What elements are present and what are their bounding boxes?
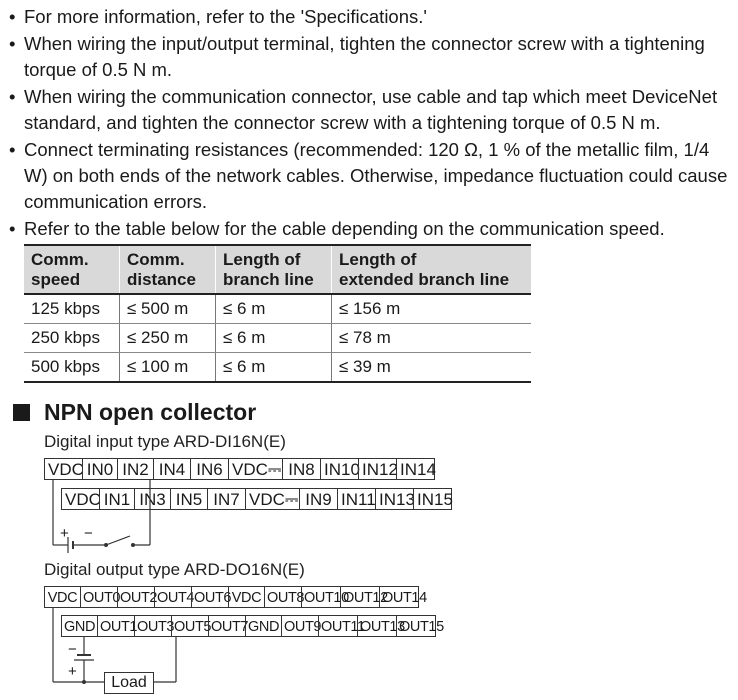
header-line: Length of [339,250,417,269]
terminal: GND [61,615,98,637]
section-heading [13,398,256,426]
header-extended-branch-line [332,245,532,294]
header-line: Comm. [127,250,185,269]
terminal: IN1 [99,488,135,510]
header-branch-line [216,245,332,294]
table-cell: ≤ 6 m [216,294,332,324]
output-terminal-top-row [45,586,427,608]
terminal: IN2 [117,458,154,480]
header-comm-speed [24,245,120,294]
output-type-label: Digital output type ARD-DO16N(E) [44,560,305,579]
terminal: IN8 [282,458,321,480]
terminal: IN7 [207,488,246,510]
list-item: • When wiring the communication connector, use cable and tap which meet DeviceNet standard, and tighten the connector screw with a tightening torque of 0.5 N m. [8,84,732,136]
load-box: Load [104,672,154,694]
terminal: VDC [44,586,81,608]
instruction-list [8,4,732,242]
terminal: OUT14 [379,586,419,608]
header-line: Length of [223,250,301,269]
table-cell: 500 kbps [24,353,120,383]
terminal: IN15 [413,488,452,510]
terminal: IN4 [153,458,191,480]
list-item: • Refer to the table below for the cable depending on the communication speed. [8,216,732,242]
switch-icon [104,543,108,547]
list-item: • For more information, refer to the 'Specifications.' [8,4,732,30]
switch-icon [131,543,135,547]
terminal: VDC [61,488,100,510]
terminal: IN0 [82,458,118,480]
table-cell: ≤ 39 m [332,353,532,383]
terminal: IN10 [320,458,359,480]
table-header-row [24,245,531,294]
terminal: OUT12 [340,586,380,608]
terminal: IN3 [134,488,171,510]
square-bullet-icon [13,404,30,421]
terminal: IN12 [358,458,397,480]
table-row [24,353,531,383]
terminal: OUT11 [318,615,358,637]
terminal: OUT7 [208,615,246,637]
terminal: OUT10 [301,586,341,608]
terminal: OUT1 [97,615,135,637]
header-line: extended branch line [339,270,510,289]
terminal: OUT9 [281,615,319,637]
terminal: IN14 [396,458,435,480]
list-item: • Connect terminating resistances (recommended: 120 Ω, 1 % of the metallic film, 1/4 W) on both ends of the network cables. Otherwise, impedance fluctuation could cause communication errors. [8,137,732,215]
terminal: VDC [228,586,265,608]
terminal: OUT5 [171,615,209,637]
table-cell: ≤ 156 m [332,294,532,324]
terminal: IN5 [170,488,208,510]
terminal: VDC⎓ [245,488,300,510]
header-line: distance [127,270,196,289]
header-line: Comm. [31,250,89,269]
terminal: OUT0 [80,586,118,608]
terminal: IN9 [299,488,338,510]
table-cell: ≤ 78 m [332,324,532,353]
minus-sign: − [84,525,93,542]
table-cell: ≤ 500 m [120,294,216,324]
section-title: NPN open collector [44,399,257,425]
table-cell: 250 kbps [24,324,120,353]
table-row [24,324,531,353]
table-cell: ≤ 250 m [120,324,216,353]
terminal: OUT8 [264,586,302,608]
output-terminal-bottom-row [62,615,444,637]
terminal: IN13 [375,488,414,510]
switch-icon [106,536,130,545]
terminal: OUT3 [134,615,172,637]
input-terminal-top-row [45,458,435,480]
terminal: OUT2 [117,586,155,608]
input-type-label: Digital input type ARD-DI16N(E) [44,432,286,451]
table-row [24,294,531,324]
terminal: OUT4 [154,586,192,608]
minus-sign: − [68,641,77,658]
plus-sign: + [60,525,69,542]
header-line: speed [31,270,81,289]
plus-sign: + [68,663,77,680]
list-item: • When wiring the input/output terminal, tighten the connector screw with a tightening torque of 0.5 N m. [8,31,732,83]
table-cell: ≤ 100 m [120,353,216,383]
header-line: branch line [223,270,314,289]
header-comm-distance [120,245,216,294]
junction-dot [82,680,86,684]
terminal: VDC [44,458,83,480]
terminal: OUT6 [191,586,229,608]
table-cell: ≤ 6 m [216,353,332,383]
terminal: OUT13 [357,615,397,637]
cable-spec-table [24,244,531,383]
table-cell: ≤ 6 m [216,324,332,353]
terminal: VDC⎓ [228,458,283,480]
terminal: IN11 [337,488,376,510]
table-cell: 125 kbps [24,294,120,324]
input-terminal-bottom-row [62,488,452,510]
terminal: GND [245,615,282,637]
terminal: IN6 [190,458,229,480]
terminal: OUT15 [396,615,436,637]
